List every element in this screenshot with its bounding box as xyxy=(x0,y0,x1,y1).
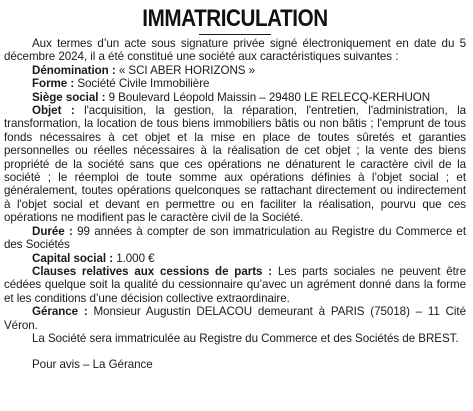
siege-label: Siège social : xyxy=(32,90,106,104)
forme-label: Forme : xyxy=(32,77,75,91)
siege-line xyxy=(4,91,466,104)
denomination-label: Dénomination : xyxy=(32,63,116,77)
forme-value: Société Civile Immobilière xyxy=(77,77,210,91)
denomination-line xyxy=(4,64,466,77)
notice-title: IMMATRICULATION xyxy=(142,5,328,32)
objet-value: l'acquisition, la gestion, la réparation, l'entretien, l'administration, la transformation, la location de tous biens immobiliers bâtis ou non bâtis ; l'emprunt de tous fonds nécessaires à cet objet et la mise en place de toutes sûretés et garanties personnelles ou réelles nécessaires à la réalisation de cet objet ; la vente des biens propriété de la société sans que ces opérations ne dénaturent le caractère civil de la société ; le réemploi de toute somme aux opérations définies à l’objet social ; et généralement, toutes opérations quelconques se rattachant directement ou indirectement à l'objet social et devant en permettre ou en faciliter la réalisation, pourvu que ces opérations ne modifient pas le caractère civil de la Société. xyxy=(4,104,466,225)
capital-label: Capital social : xyxy=(32,251,114,265)
forme-line xyxy=(4,77,466,90)
siege-value: 9 Boulevard Léopold Maissin – 29480 LE RELECQ-KERHUON xyxy=(108,90,431,104)
denomination-value: « SCI ABER HORIZONS » xyxy=(118,63,256,77)
gerance-label: Gérance : xyxy=(32,305,88,319)
duree-value: 99 années à compter de son immatriculation au Registre du Commerce et des Sociétés xyxy=(4,224,466,252)
capital-value: 1.000 € xyxy=(116,251,155,265)
capital-line xyxy=(4,252,466,265)
objet-paragraph xyxy=(4,104,466,225)
duree-paragraph xyxy=(4,225,466,252)
objet-label: Objet : xyxy=(32,104,75,118)
title-underline xyxy=(199,34,271,35)
paragraph-spacer xyxy=(4,345,466,358)
clauses-value: Les parts sociales ne peuvent être cédées quelque soit la qualité du cessionnaire qu’avec un agrément donné dans la forme et les conditions d’une décision collective extraordinaire. xyxy=(4,264,467,305)
intro-paragraph: Aux termes d’un acte sous signature privée signé électroniquement en date du 5 décembre 2024, il a été constitué une société aux caractéristiques suivantes : xyxy=(4,37,466,64)
notice-body xyxy=(4,37,466,372)
registration-line: La Société sera immatriculée au Registre du Commerce et des Sociétés de BREST. xyxy=(32,331,459,345)
signature-line: Pour avis – La Gérance xyxy=(32,358,153,372)
duree-label: Durée : xyxy=(32,224,73,238)
gerance-paragraph xyxy=(4,305,466,332)
clauses-paragraph xyxy=(4,265,466,305)
clauses-label: Clauses relatives aux cessions de parts : xyxy=(32,264,273,278)
gerance-value: Monsieur Augustin DELACOU demeurant à PARIS (75018) – 11 Cité Véron. xyxy=(4,305,466,332)
